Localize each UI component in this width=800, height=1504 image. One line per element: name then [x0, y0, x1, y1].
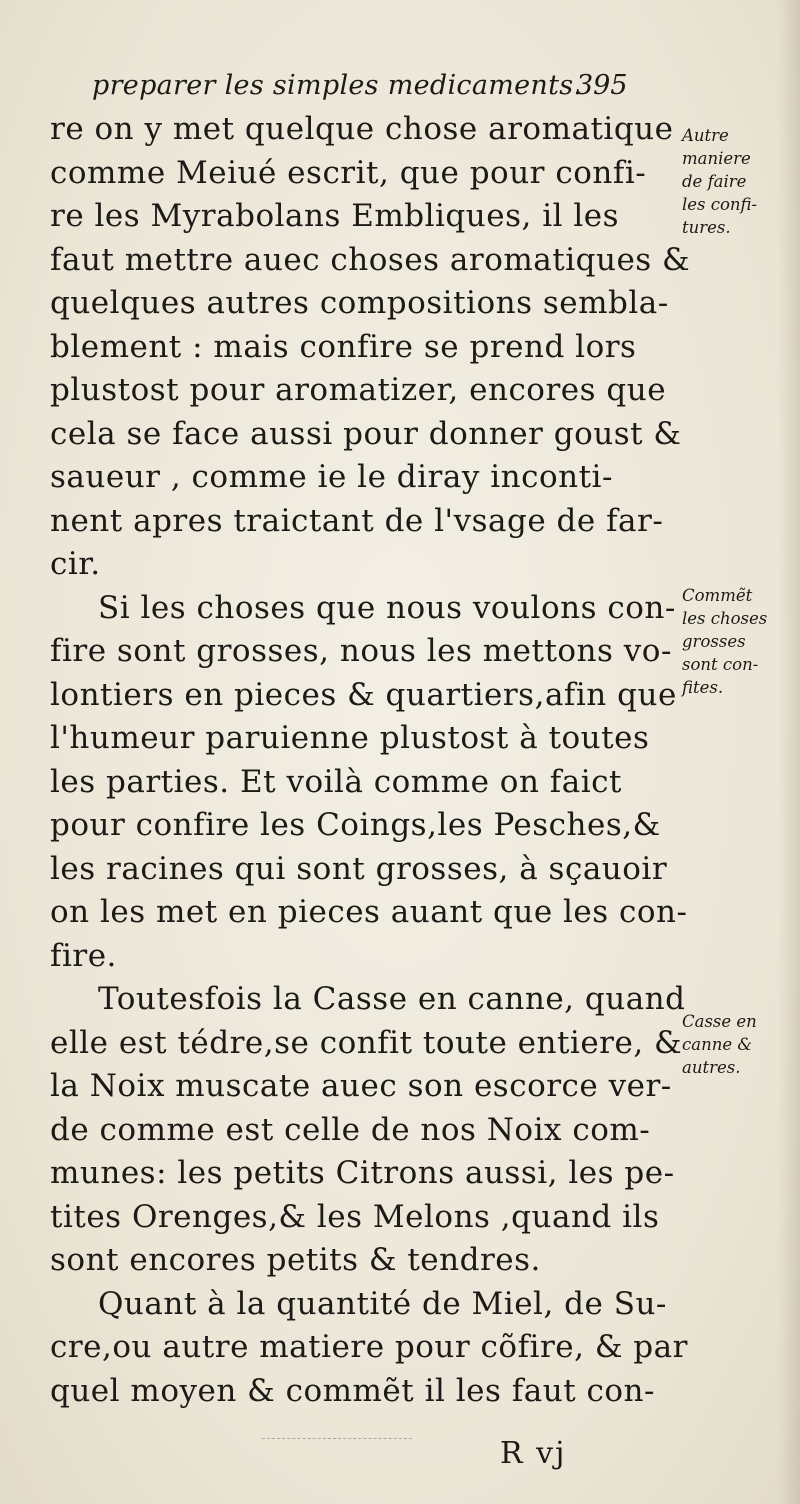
- margin-note-line: autres.: [682, 1058, 741, 1077]
- text-line: tites Orenges,& les Melons ,quand ils: [50, 1198, 660, 1235]
- margin-note-line: Autre: [682, 126, 729, 145]
- text-line: elle est tédre,se confit toute entiere, &: [50, 1024, 683, 1061]
- text-line: lontiers en pieces & quartiers,afin que: [50, 676, 677, 713]
- margin-note-choses-grosses: [682, 584, 792, 699]
- margin-note-line: maniere: [682, 149, 751, 168]
- signature-mark: R vj: [500, 1436, 567, 1471]
- margin-note-line: de faire: [682, 172, 747, 191]
- text-line: plustost pour aromatizer, encores que: [50, 372, 667, 408]
- margin-note-line: Commẽt: [682, 586, 753, 605]
- paragraph-start-line: Si les choses que nous voulons con-: [98, 589, 676, 626]
- text-line: les racines qui sont grosses, à sçauoir: [50, 850, 668, 887]
- text-line: nent apres traictant de l'vsage de far-: [50, 502, 664, 539]
- bottom-rule: [262, 1438, 412, 1439]
- text-line: pour confire les Coings,les Pesches,&: [50, 807, 661, 843]
- margin-note-line: fites.: [682, 678, 724, 697]
- margin-note-line: sont con-: [682, 655, 759, 674]
- page-number: 395: [576, 70, 628, 101]
- text-line: fire sont grosses, nous les mettons vo-: [50, 633, 672, 669]
- margin-note-line: canne &: [682, 1035, 753, 1054]
- text-line: les parties. Et voilà comme on faict: [50, 763, 622, 800]
- text-line: on les met en pieces auant que les con-: [50, 894, 688, 930]
- margin-note-casse: [682, 1010, 792, 1079]
- margin-note-line: les confi-: [682, 195, 758, 214]
- text-line: munes: les petits Citrons aussi, les pe-: [50, 1155, 675, 1191]
- text-line: re on y met quelque chose aromatique: [50, 111, 674, 147]
- text-line: quel moyen & commẽt il les faut con-: [50, 1372, 655, 1409]
- text-line: blement : mais confire se prend lors: [50, 328, 637, 365]
- running-head: preparer les simples medicaments.: [92, 70, 583, 101]
- text-line: cela se face aussi pour donner goust &: [50, 415, 682, 452]
- margin-note-line: tures.: [682, 218, 731, 237]
- paragraph-start-line: Quant à la quantité de Miel, de Su-: [98, 1285, 667, 1322]
- text-line: sont encores petits & tendres.: [50, 1242, 541, 1278]
- body-text: [50, 108, 692, 1413]
- margin-note-line: les choses: [682, 609, 768, 628]
- text-line: cir.: [50, 546, 101, 582]
- text-line: cre,ou autre matiere pour cõfire, & par: [50, 1329, 688, 1365]
- margin-note-autre-maniere: [682, 124, 792, 239]
- text-line: saueur , comme ie le diray inconti-: [50, 459, 613, 495]
- text-line: de comme est celle de nos Noix com-: [50, 1111, 651, 1148]
- text-line: quelques autres compositions sembla-: [50, 285, 669, 321]
- text-line: faut mettre auec choses aromatiques &: [50, 241, 691, 278]
- text-line: re les Myrabolans Embliques, il les: [50, 198, 620, 234]
- text-line: comme Meiué escrit, que pour confi-: [50, 154, 647, 191]
- margin-note-line: grosses: [682, 632, 746, 651]
- margin-note-line: Casse en: [682, 1012, 757, 1031]
- paragraph-start-line: Toutesfois la Casse en canne, quand: [98, 981, 686, 1017]
- text-line: fire.: [50, 937, 117, 974]
- text-line: la Noix muscate auec son escorce ver-: [50, 1068, 672, 1104]
- text-line: l'humeur paruienne plustost à toutes: [50, 720, 650, 756]
